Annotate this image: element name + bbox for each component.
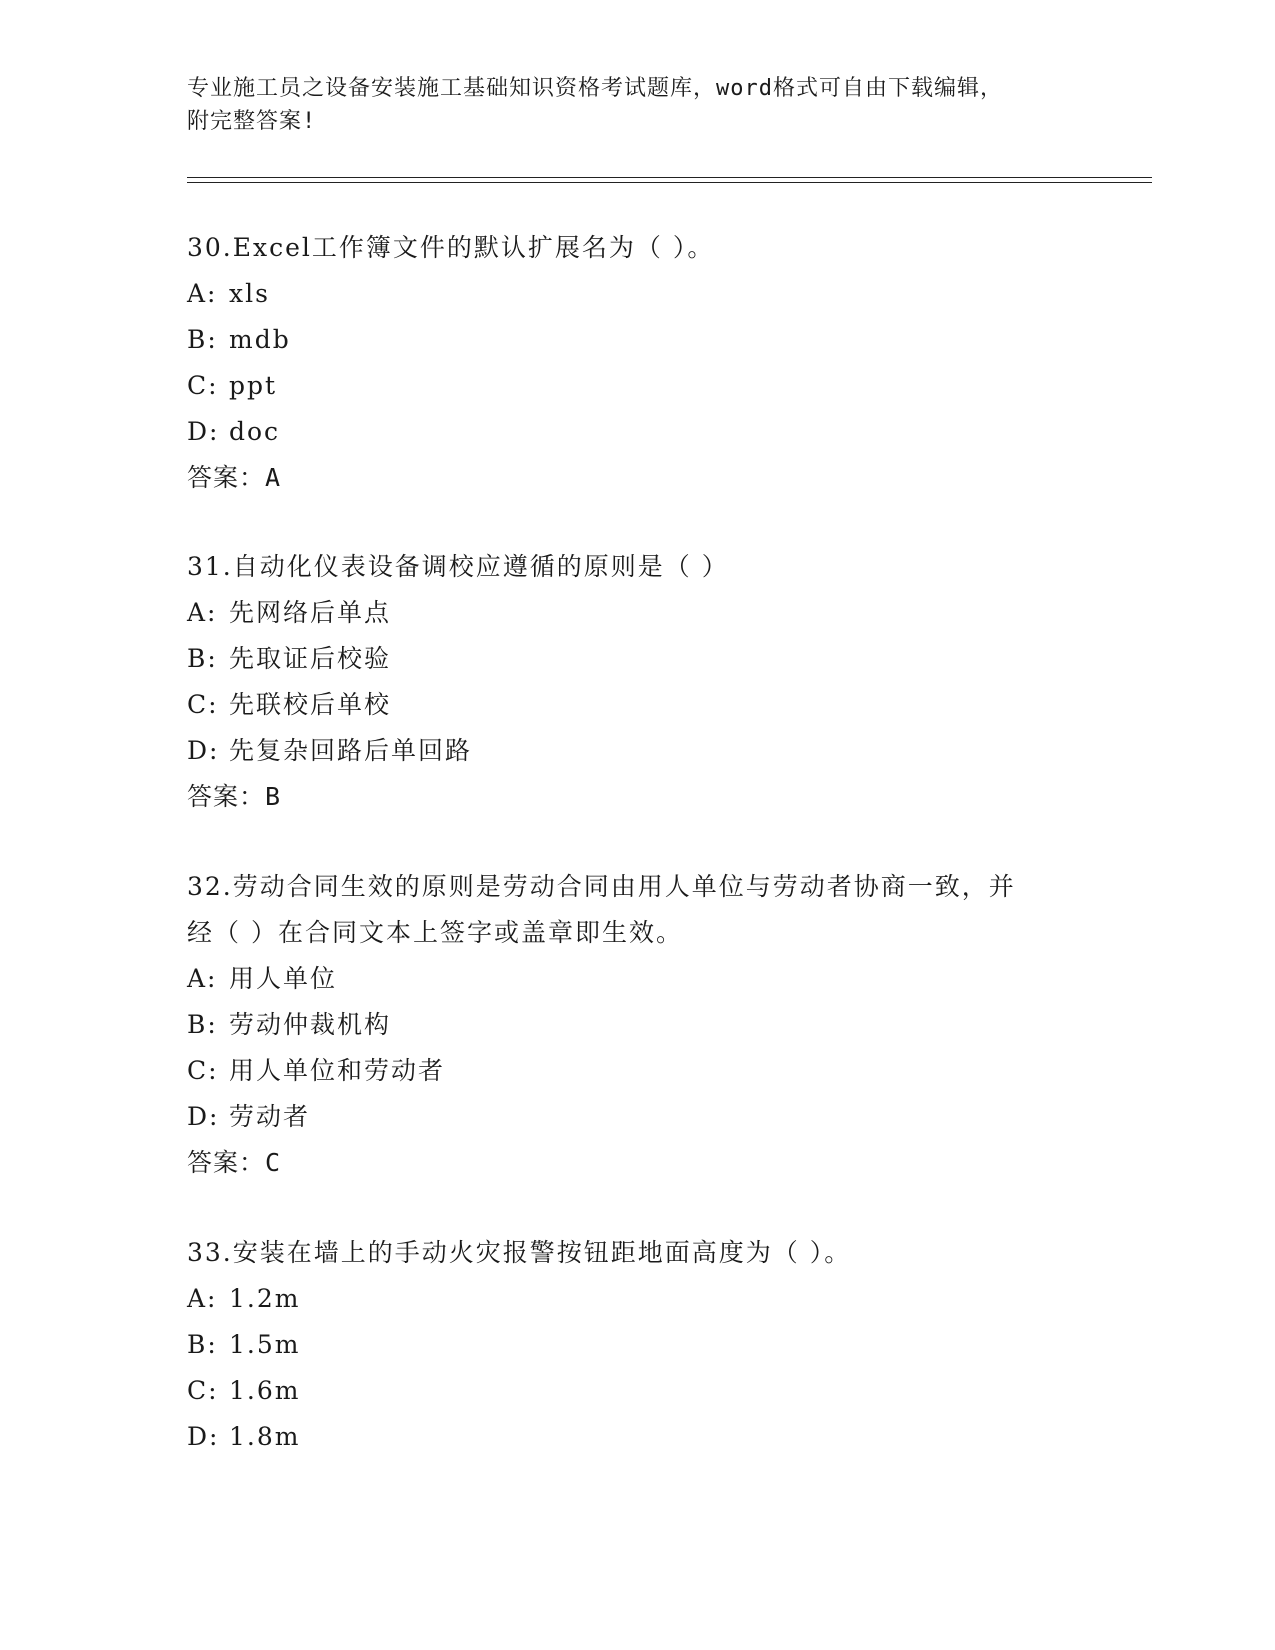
option-text: 劳动仲裁机构 [229,1010,392,1039]
option-text: 先取证后校验 [229,644,392,673]
header-divider-top [187,177,1152,178]
header-line-1: 专业施工员之设备安装施工基础知识资格考试题库，word格式可自由下载编辑， [187,76,1003,101]
option-text: ppt [229,371,278,400]
option-a [187,956,1087,1002]
option-b [187,636,1087,682]
option-text: 用人单位 [229,964,338,993]
option-b [187,317,1087,363]
option-text: 劳动者 [229,1102,311,1131]
question-33 [187,1230,1087,1460]
option-key: A: [187,964,218,993]
option-text: doc [229,417,281,446]
answer: 答案：B [187,782,282,811]
option-b [187,1322,1087,1368]
option-key: A: [187,279,218,308]
header-line-2: 附完整答案! [187,109,317,134]
option-key: D: [187,1102,220,1131]
option-key: C: [187,1376,219,1405]
option-key: A: [187,598,218,627]
option-c [187,363,1087,409]
question-31 [187,544,1087,820]
option-a [187,271,1087,317]
option-key: A: [187,1284,218,1313]
option-d [187,1414,1087,1460]
answer: 答案：A [187,463,282,492]
option-text: 1.2m [229,1284,301,1313]
question-stem: 33.安装在墙上的手动火灾报警按钮距地面高度为（ ）。 [187,1238,852,1267]
question-stem: 30.Excel工作簿文件的默认扩展名为（ ）。 [187,233,715,262]
option-text: 先联校后单校 [229,690,392,719]
option-text: 1.8m [229,1422,301,1451]
answer: 答案：C [187,1148,282,1177]
question-30 [187,225,1087,501]
option-key: C: [187,690,219,719]
option-key: D: [187,417,220,446]
option-text: mdb [229,325,291,354]
option-text: 1.5m [229,1330,301,1359]
option-c [187,1048,1087,1094]
question-32 [187,864,1087,1186]
option-key: C: [187,1056,219,1085]
question-stem-continued: 经（ ）在合同文本上签字或盖章即生效。 [187,918,683,947]
option-key: C: [187,371,219,400]
option-text: 先复杂回路后单回路 [229,736,473,765]
option-b [187,1002,1087,1048]
option-d [187,728,1087,774]
header-divider-bottom [187,182,1152,183]
option-a [187,1276,1087,1322]
option-key: B: [187,325,218,354]
option-d [187,1094,1087,1140]
option-d [187,409,1087,455]
document-header [187,72,1087,138]
option-c [187,1368,1087,1414]
option-key: D: [187,736,220,765]
option-text: xls [229,279,270,308]
option-key: D: [187,1422,220,1451]
option-c [187,682,1087,728]
option-text: 1.6m [229,1376,301,1405]
option-key: B: [187,1330,218,1359]
option-key: B: [187,644,218,673]
question-stem: 32.劳动合同生效的原则是劳动合同由用人单位与劳动者协商一致，并 [187,872,1016,901]
option-text: 用人单位和劳动者 [229,1056,446,1085]
option-a [187,590,1087,636]
option-text: 先网络后单点 [229,598,392,627]
question-stem: 31.自动化仪表设备调校应遵循的原则是（ ） [187,552,729,581]
option-key: B: [187,1010,218,1039]
